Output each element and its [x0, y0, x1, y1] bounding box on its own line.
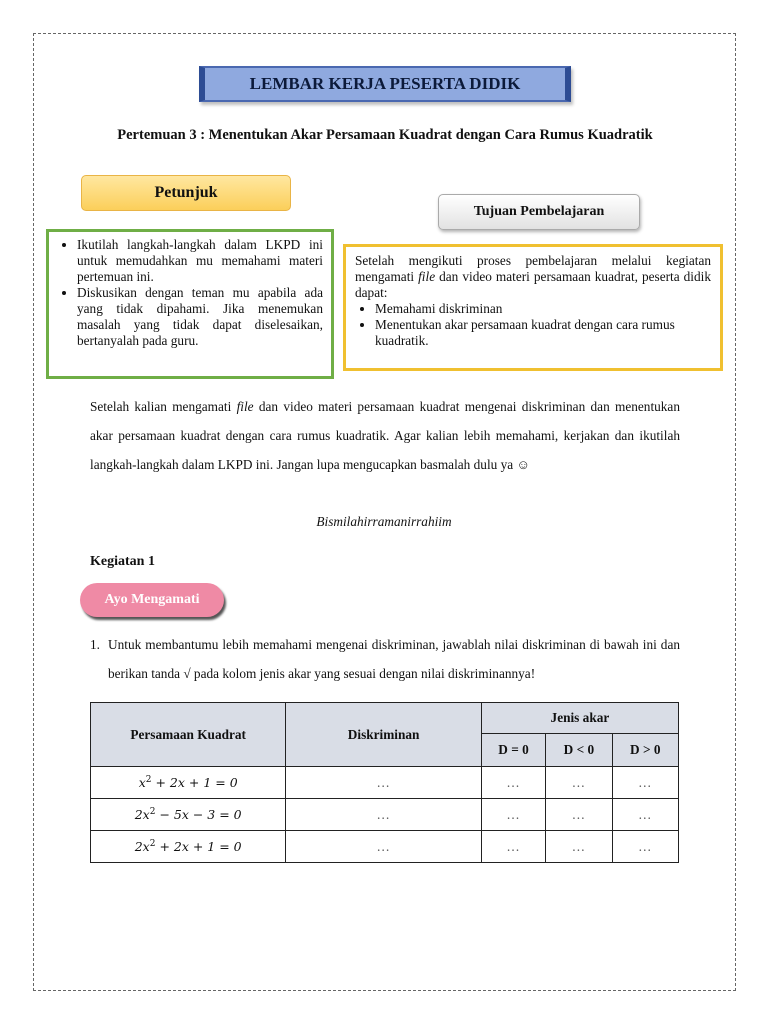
- bismillah: Bismilahirramanirrahiim: [316, 514, 452, 529]
- kegiatan-heading: Kegiatan 1: [90, 554, 155, 569]
- petunjuk-item: • Diskusikan dengan teman mu apabila ada yang tidak dipahami. Jika menemukan masalah yang tidak dapat diselesaikan, bertanyalah pada guru.: [77, 285, 323, 349]
- petunjuk-item: • Ikutilah langkah-langkah dalam LKPD ini untuk memudahkan mu memahami materi pertemuan ini.: [77, 237, 323, 285]
- diskriminan-answer[interactable]: …: [286, 799, 481, 831]
- d-less-0-answer[interactable]: …: [546, 767, 612, 799]
- subtitle: Pertemuan 3 : Menentukan Akar Persamaan Kuadrat dengan Cara Rumus Kuadratik: [117, 127, 653, 143]
- d-equal-0-answer[interactable]: …: [481, 831, 545, 863]
- tujuan-item: • Memahami diskriminan: [375, 301, 711, 317]
- tujuan-box: [343, 244, 723, 371]
- ayo-mengamati-label: Ayo Mengamati: [104, 592, 200, 607]
- table-row: [91, 767, 679, 799]
- intro-text-end: dan video materi persamaan kuadrat mengenai diskriminan dan menentukan akar persamaan kuadrat dengan cara rumus kuadratik. Agar kalian lebih memahami, kerjakan dan ikutilah langkah-langkah dalam LKPD ini. Jangan lupa mengucapkan basmalah dulu ya ☺: [90, 399, 680, 472]
- d-less-0-answer[interactable]: …: [546, 799, 612, 831]
- equation-cell: $2x^2 + 2x + 1 = 0$: [91, 831, 286, 863]
- petunjuk-label: Petunjuk: [154, 184, 218, 201]
- petunjuk-list: [55, 237, 323, 349]
- header-d-less-0: D < 0: [546, 734, 612, 767]
- tujuan-intro-text-end: dan video materi persamaan kuadrat, peserta didik dapat:: [355, 269, 711, 300]
- table-row: [91, 831, 679, 863]
- header-diskriminan: Diskriminan: [286, 703, 481, 767]
- question-1: [90, 630, 680, 688]
- tujuan-label-box: [438, 194, 640, 230]
- d-greater-0-answer[interactable]: …: [612, 831, 678, 863]
- tujuan-list: [355, 301, 711, 349]
- tujuan-label: Tujuan Pembelajaran: [473, 204, 605, 219]
- tujuan-item: • Menentukan akar persamaan kuadrat dengan cara rumus kuadratik.: [375, 317, 711, 349]
- d-greater-0-answer[interactable]: …: [612, 767, 678, 799]
- question-number: 1.: [90, 637, 100, 652]
- question-text: Untuk membantumu lebih memahami mengenai diskriminan, jawablah nilai diskriminan di bawah ini dan berikan tanda √ pada kolom jenis akar yang sesuai dengan nilai diskriminannya!: [108, 637, 680, 681]
- header-persamaan: Persamaan Kuadrat: [91, 703, 286, 767]
- ayo-mengamati-button[interactable]: [80, 583, 224, 617]
- tujuan-intro-text: Setelah mengikuti proses pembelajaran melalui kegiatan mengamati: [355, 253, 711, 284]
- d-greater-0-answer[interactable]: …: [612, 799, 678, 831]
- diskriminan-table: [90, 702, 679, 863]
- title-banner: [199, 66, 571, 102]
- d-equal-0-answer[interactable]: …: [481, 799, 545, 831]
- table-row: [91, 799, 679, 831]
- d-less-0-answer[interactable]: …: [546, 831, 612, 863]
- diskriminan-answer[interactable]: …: [286, 767, 481, 799]
- equation-cell: $2x^2 - 5x - 3 = 0$: [91, 799, 286, 831]
- petunjuk-label-box: [81, 175, 291, 211]
- tujuan-intro: [355, 253, 711, 301]
- header-d-equal-0: D = 0: [481, 734, 545, 767]
- page-title: LEMBAR KERJA PESERTA DIDIK: [249, 74, 521, 93]
- diskriminan-answer[interactable]: …: [286, 831, 481, 863]
- petunjuk-box: [46, 229, 334, 379]
- header-jenis-akar: Jenis akar: [481, 703, 678, 734]
- tujuan-intro-italic: file: [418, 269, 436, 284]
- intro-paragraph: [90, 392, 680, 479]
- intro-italic: file: [236, 399, 254, 414]
- intro-text: Setelah kalian mengamati: [90, 399, 237, 414]
- header-d-greater-0: D > 0: [612, 734, 678, 767]
- d-equal-0-answer[interactable]: …: [481, 767, 545, 799]
- equation-cell: $x^2 + 2x + 1 = 0$: [91, 767, 286, 799]
